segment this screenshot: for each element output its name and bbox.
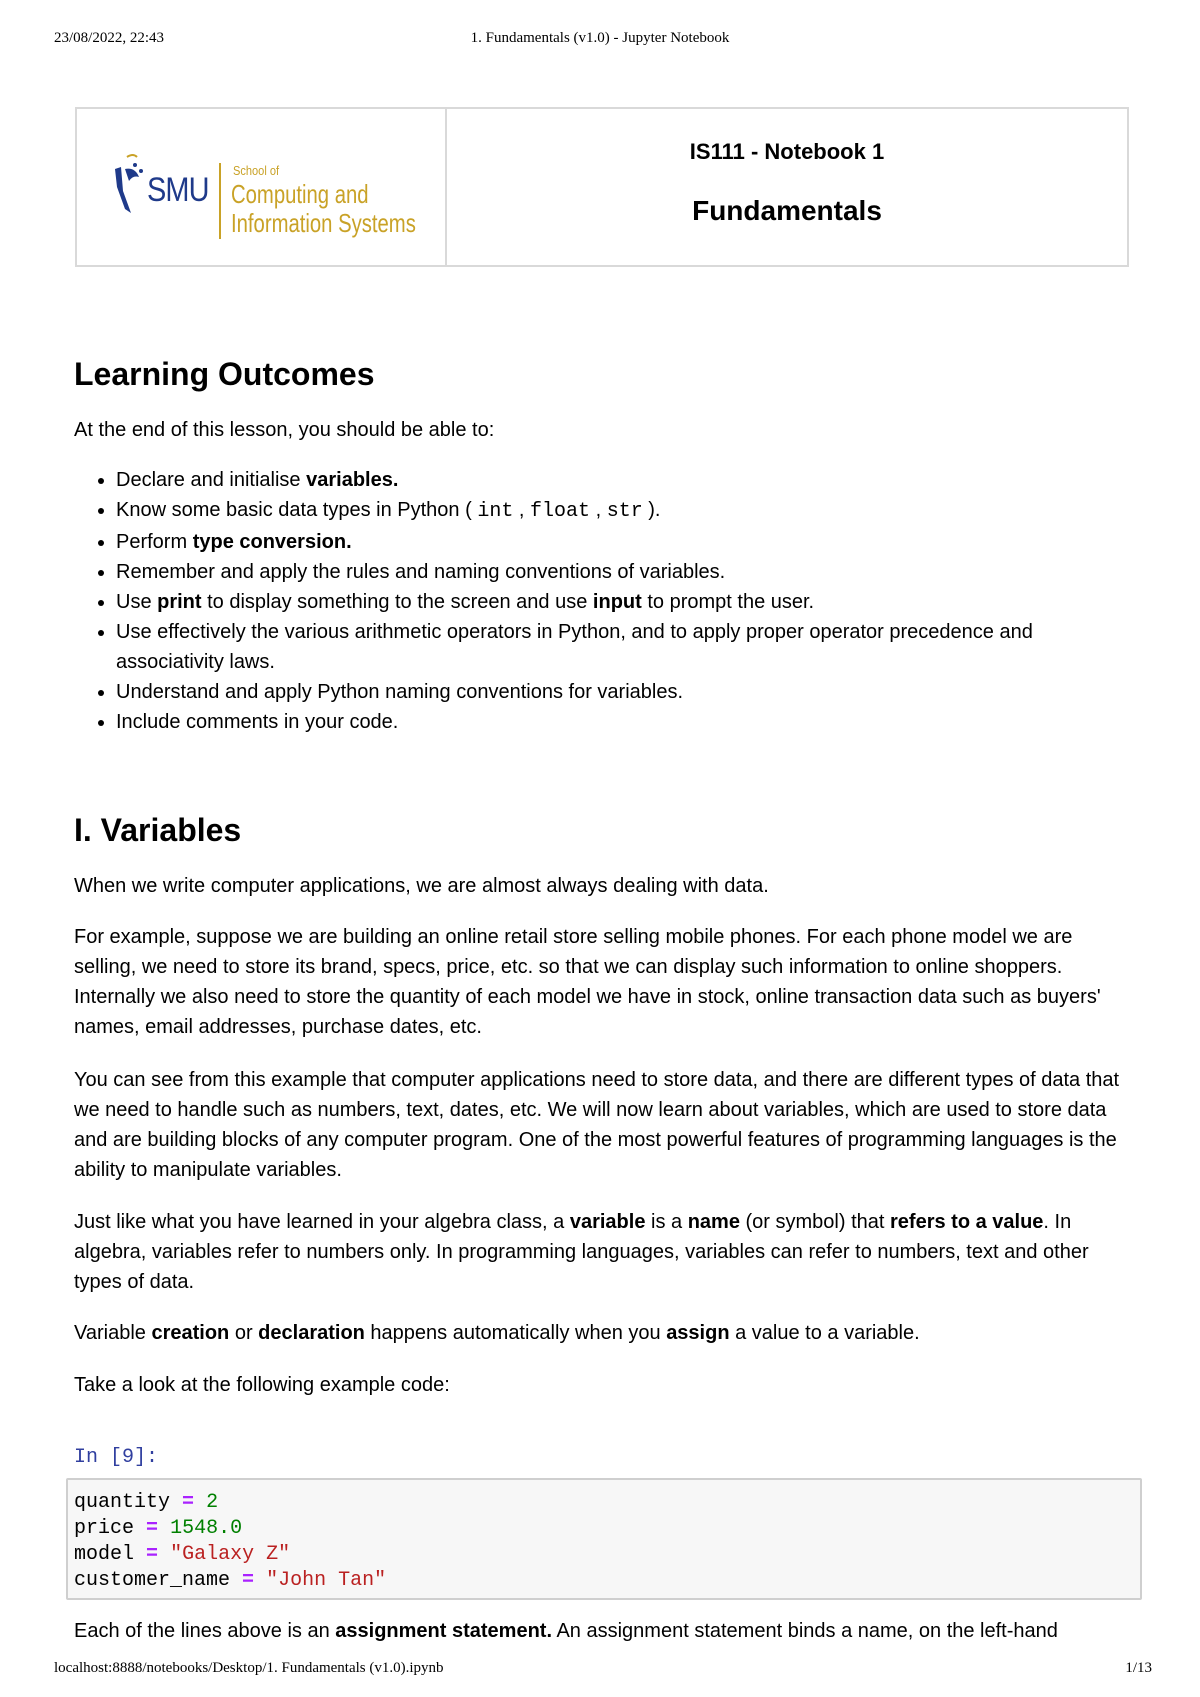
learning-outcomes-intro: At the end of this lesson, you should be able to:	[74, 419, 495, 441]
cell-prompt: In [9]:	[74, 1446, 159, 1469]
list-item: • Remember and apply the rules and naming conventions of variables.	[116, 557, 1136, 587]
print-datetime: 23/08/2022, 22:43	[54, 30, 165, 46]
code-line: customer_name = "John Tan"	[74, 1569, 387, 1592]
print-page-number: 1/13	[1125, 1660, 1152, 1676]
variables-heading: I. Variables	[74, 812, 242, 848]
variables-paragraph: You can see from this example that computer applications need to store data, and there are different types of data that we need to handle such as numbers, text, dates, etc. We will now learn about variables, which are used to store data and are building blocks of any computer program. One of the most powerful features of programming languages is the ability to manipulate variables.	[74, 1069, 1120, 1181]
list-item: • Understand and apply Python naming conventions for variables.	[116, 677, 1136, 707]
notebook-label: IS111 - Notebook 1	[689, 139, 885, 164]
print-footer	[0, 1660, 1200, 1680]
logo-cell	[77, 109, 447, 265]
list-item: • Use print to display something to the screen and use input to prompt the user.	[116, 587, 1136, 617]
code-int: int	[477, 500, 514, 523]
code-line: model = "Galaxy Z"	[74, 1543, 291, 1566]
logo-line-2: Information Systems	[231, 208, 416, 238]
list-item: • Know some basic data types in Python ( int , float , str ).	[116, 495, 1136, 527]
logo-line-1: Computing and	[231, 179, 369, 209]
logo-school-of: School of	[233, 163, 280, 178]
print-header	[0, 30, 1200, 50]
smu-wordmark: SMU	[147, 171, 209, 209]
notebook-title: Fundamentals	[692, 195, 882, 226]
code-cell[interactable]	[66, 1478, 1142, 1600]
variables-paragraph: Variable creation or declaration happens automatically when you assign a value to a variable.	[74, 1322, 920, 1344]
variables-paragraph: Just like what you have learned in your algebra class, a variable is a name (or symbol) that refers to a value. In algebra, variables refer to numbers only. In programming languages, variables can refer to numbers, text and other types of data.	[74, 1211, 1089, 1293]
list-item: • Include comments in your code.	[116, 707, 1136, 737]
variables-paragraph: Take a look at the following example code:	[74, 1374, 450, 1396]
learning-outcomes-heading: Learning Outcomes	[74, 356, 375, 392]
code-str: str	[606, 500, 643, 523]
variables-paragraph: For example, suppose we are building an online retail store selling mobile phones. For each phone model we are selling, we need to store its brand, specs, price, etc. so that we can display such information to online shoppers. Internally we also need to store the quantity of each model we have in stock, online transaction data such as buyers' names, email addresses, purchase dates, etc.	[74, 926, 1101, 1038]
title-cell	[447, 109, 1127, 265]
list-item: • Perform type conversion.	[116, 527, 1136, 557]
code-line: price = 1548.0	[74, 1517, 243, 1540]
print-url: localhost:8888/notebooks/Desktop/1. Fundamentals (v1.0).ipynb	[54, 1660, 444, 1676]
learning-outcomes-list	[74, 465, 1136, 737]
variables-paragraph: Each of the lines above is an assignment statement. An assignment statement binds a name, on the left-hand	[74, 1620, 1058, 1642]
print-title: 1. Fundamentals (v1.0) - Jupyter Notebook	[470, 30, 730, 46]
logo-divider	[219, 163, 221, 239]
code-line: quantity = 2	[74, 1491, 219, 1514]
list-item: • Use effectively the various arithmetic operators in Python, and to apply proper operator precedence and associativity laws.	[116, 617, 1136, 677]
list-item: • Declare and initialise variables.	[116, 465, 1136, 495]
variables-paragraph: When we write computer applications, we are almost always dealing with data.	[74, 875, 769, 897]
smu-lion-icon	[109, 151, 149, 221]
notebook-banner	[75, 107, 1129, 267]
smu-logo	[109, 139, 429, 239]
code-float: float	[530, 500, 591, 523]
